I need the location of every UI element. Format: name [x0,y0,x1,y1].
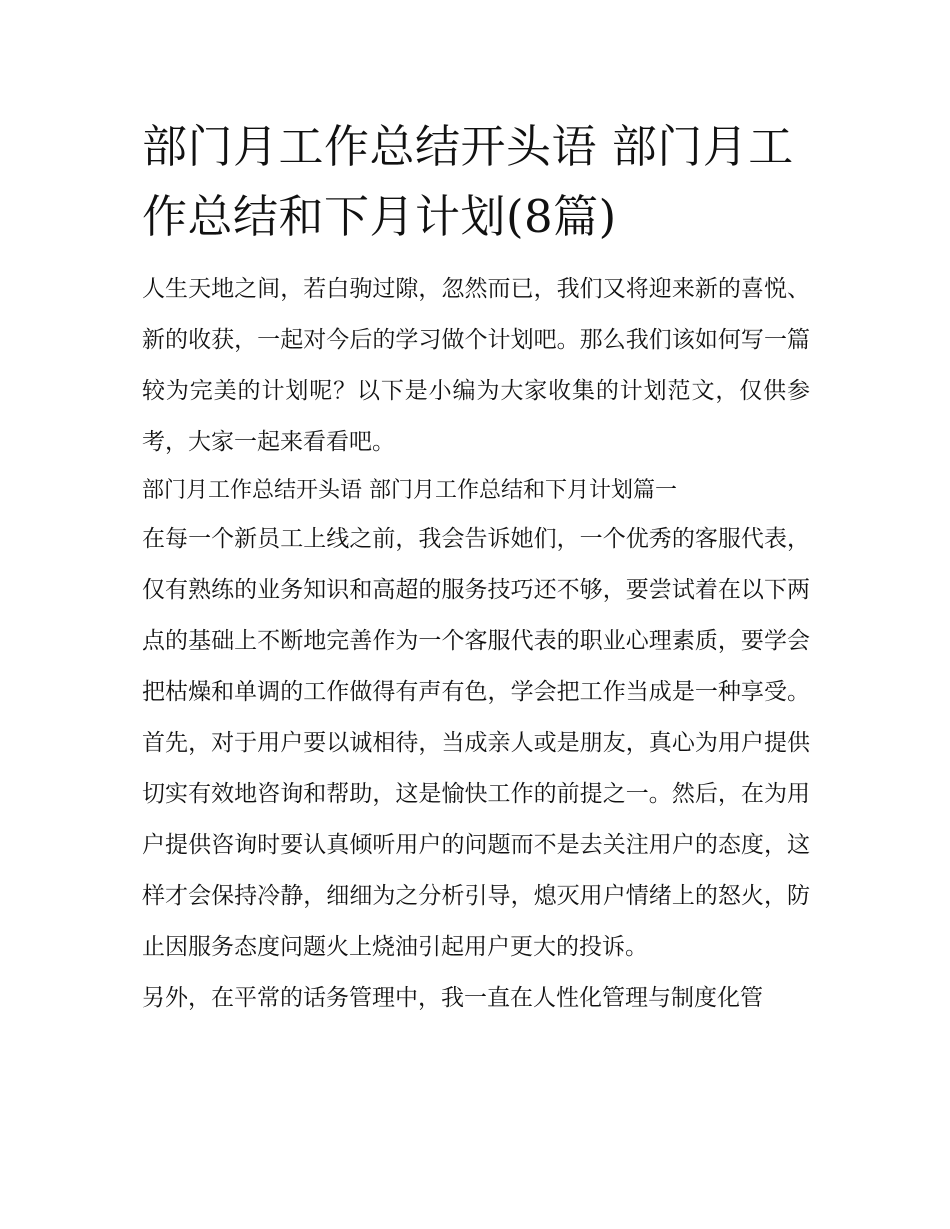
document-title: 部门月工作总结开头语 部门月工作总结和下月计划(8篇) [142,120,794,243]
body-paragraph-2: 另外，在平常的话务管理中，我一直在人性化管理与制度化管 [142,985,763,1011]
body-paragraph-1: 在每一个新员工上线之前，我会告诉她们，一个优秀的客服代表，仅有熟练的业务知识和高超的服务技巧还不够，要尝试着在以下两点的基础上不断地完善作为一个客服代表的职业心理素质，要学会把枯燥和单调的工作做得有声有色，学会把工作当成是一种享受。首先，对于用户要以诚相待，当成亲人或是朋友，真心为用户提供切实有效地咨询和帮助，这是愉快工作的前提之一。然后，在为用户提供咨询时要认真倾听用户的问题而不是去关注用户的态度，这样才会保持冷静，细细为之分析引导，熄灭用户情绪上的怒火，防止因服务态度问题火上烧油引起用户更大的投诉。 [142,526,810,960]
intro-paragraph: 人生天地之间，若白驹过隙，忽然而已，我们又将迎来新的喜悦、新的收获，一起对今后的学习做个计划吧。那么我们该如何写一篇较为完美的计划呢？以下是小编为大家收集的计划范文，仅供参考，大家一起来看看吧。 [142,276,810,455]
section-heading: 部门月工作总结开头语 部门月工作总结和下月计划篇一 [142,478,677,503]
document-page [142,112,810,1024]
